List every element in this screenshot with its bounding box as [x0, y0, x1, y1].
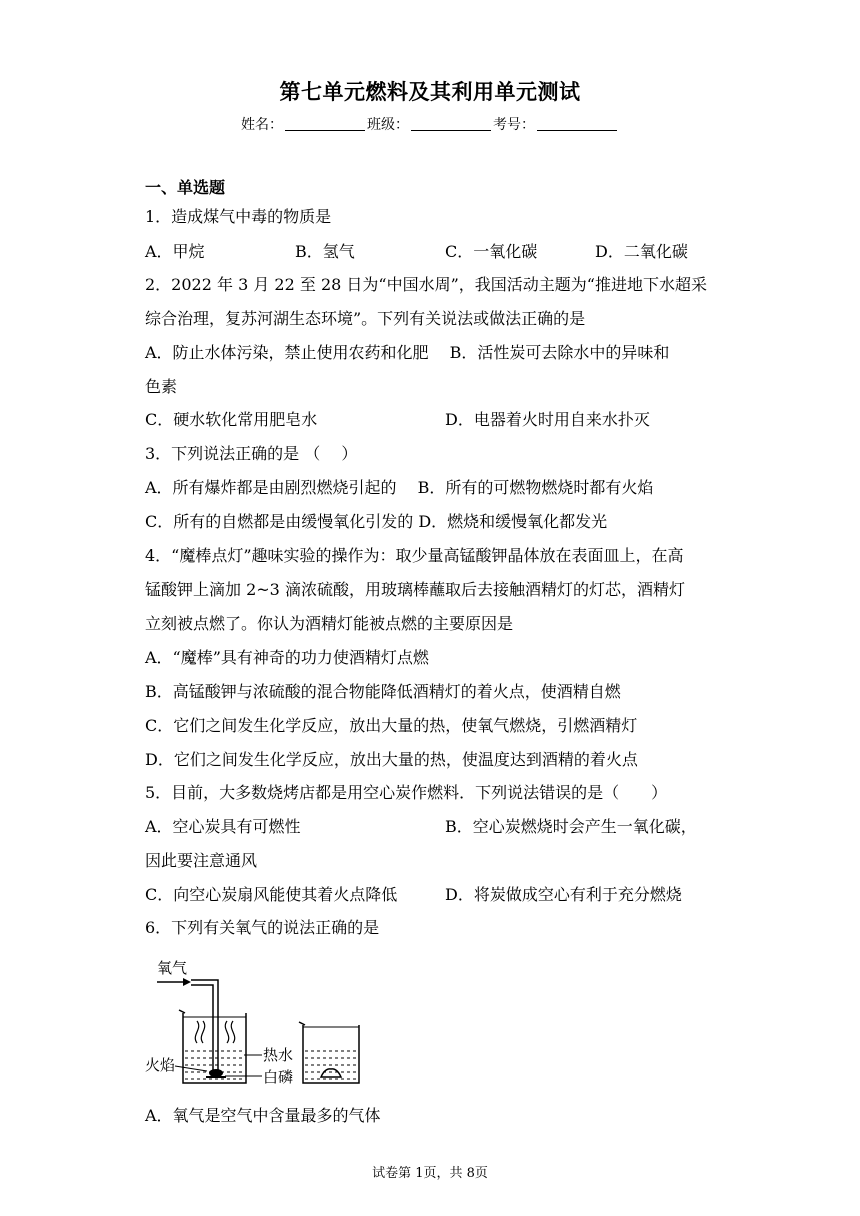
- student-info-line: [0, 114, 860, 134]
- question-3-options-cd: C．所有的自燃都是由缓慢氧化引发的 D．燃烧和缓慢氧化都发光: [145, 512, 608, 531]
- experiment-figure: [145, 955, 375, 1090]
- question-2-options-ab-cont: 色素: [145, 377, 178, 396]
- question-4-option-a: A．“魔棒”具有神奇的功力使酒精灯点燃: [145, 648, 429, 667]
- question-1-option-b: B．氢气: [295, 242, 355, 261]
- question-2-options-ab: A．防止水体污染，禁止使用农药和化肥 B．活性炭可去除水中的异味和: [145, 343, 670, 362]
- flame-pointer: [175, 1066, 207, 1071]
- name-label: 姓名：: [241, 117, 283, 133]
- question-4-option-c: C．它们之间发生化学反应，放出大量的热，使氧气燃烧，引燃酒精灯: [145, 716, 638, 735]
- left-beaker-spout: [179, 1010, 185, 1013]
- question-5-option-d: D．将炭做成空心有利于充分燃烧: [445, 885, 682, 904]
- question-5-option-b: B．空心炭燃烧时会产生一氧化碳，: [445, 817, 697, 836]
- page-title: 第七单元燃料及其利用单元测试: [279, 80, 581, 104]
- class-blank[interactable]: [411, 116, 491, 131]
- question-1-option-a: A．甲烷: [145, 242, 205, 261]
- name-blank[interactable]: [285, 116, 365, 131]
- white-phosphorus-label: 白磷: [263, 1068, 294, 1086]
- flame-label: 火焰: [145, 1056, 176, 1074]
- question-4-option-b: B．高锰酸钾与浓硫酸的混合物能降低酒精灯的着火点，使酒精自燃: [145, 682, 621, 701]
- right-water-lines: [305, 1051, 357, 1079]
- question-1-option-c: C．一氧化碳: [445, 242, 538, 261]
- question-1-stem: 1．造成煤气中毒的物质是: [145, 207, 332, 226]
- question-6-stem: 6．下列有关氧气的说法正确的是: [145, 918, 380, 937]
- smoke-wisps: [195, 1021, 234, 1043]
- question-4-stem-line-1: 4．“魔棒点灯”趣味实验的操作为：取少量高锰酸钾晶体放在表面皿上，在高: [145, 546, 684, 565]
- oxygen-tube-inner: [191, 985, 213, 1073]
- question-5-option-b-cont: 因此要注意通风: [145, 851, 258, 870]
- question-1-option-d: D．二氧化碳: [595, 242, 688, 261]
- section-title: 一、单选题: [145, 178, 226, 197]
- question-6-option-a: A．氧气是空气中含量最多的气体: [145, 1106, 381, 1125]
- question-4-stem-line-2: 锰酸钾上滴加 2~3 滴浓硫酸，用玻璃棒蘸取后去接触酒精灯的灯芯，酒精灯: [145, 580, 685, 599]
- question-5-option-c: C．向空心炭扇风能使其着火点降低: [145, 885, 398, 904]
- class-label: 班级：: [367, 117, 409, 133]
- hot-water-label: 热水: [263, 1046, 294, 1064]
- question-5-stem: 5．目前，大多数烧烤店都是用空心炭作燃料．下列说法错误的是（ ）: [145, 783, 668, 802]
- right-beaker-spout: [299, 1022, 305, 1025]
- question-4-option-d: D．它们之间发生化学反应，放出大量的热，使温度达到酒精的着火点: [145, 750, 638, 769]
- exam-no-blank[interactable]: [537, 116, 617, 131]
- left-flame: [209, 1069, 223, 1077]
- question-5-option-a: A．空心炭具有可燃性: [145, 817, 301, 836]
- right-beaker: [303, 1025, 359, 1083]
- question-2-stem-line-1: 2．2022 年 3 月 22 至 28 日为“中国水周”，我国活动主题为“推进地下水超采: [145, 275, 707, 294]
- right-phosphorus: [321, 1069, 341, 1077]
- question-2-option-d: D．电器着火时用自来水扑灭: [445, 410, 650, 429]
- question-3-stem: 3．下列说法正确的是 （ ）: [145, 444, 358, 463]
- question-2-stem-line-2: 综合治理，复苏河湖生态环境”。下列有关说法或做法正确的是: [145, 309, 586, 328]
- question-4-stem-line-3: 立刻被点燃了。你认为酒精灯能被点燃的主要原因是: [145, 614, 514, 633]
- oxygen-label: 氧气: [157, 959, 188, 977]
- exam-no-label: 考号：: [493, 117, 535, 133]
- oxygen-arrow-head: [183, 978, 191, 986]
- question-3-options-ab: A．所有爆炸都是由剧烈燃烧引起的 B．所有的可燃物燃烧时都有火焰: [145, 478, 654, 497]
- question-2-option-c: C．硬水软化常用肥皂水: [145, 410, 318, 429]
- page-footer: 试卷第 1页，共 8页: [372, 1166, 488, 1181]
